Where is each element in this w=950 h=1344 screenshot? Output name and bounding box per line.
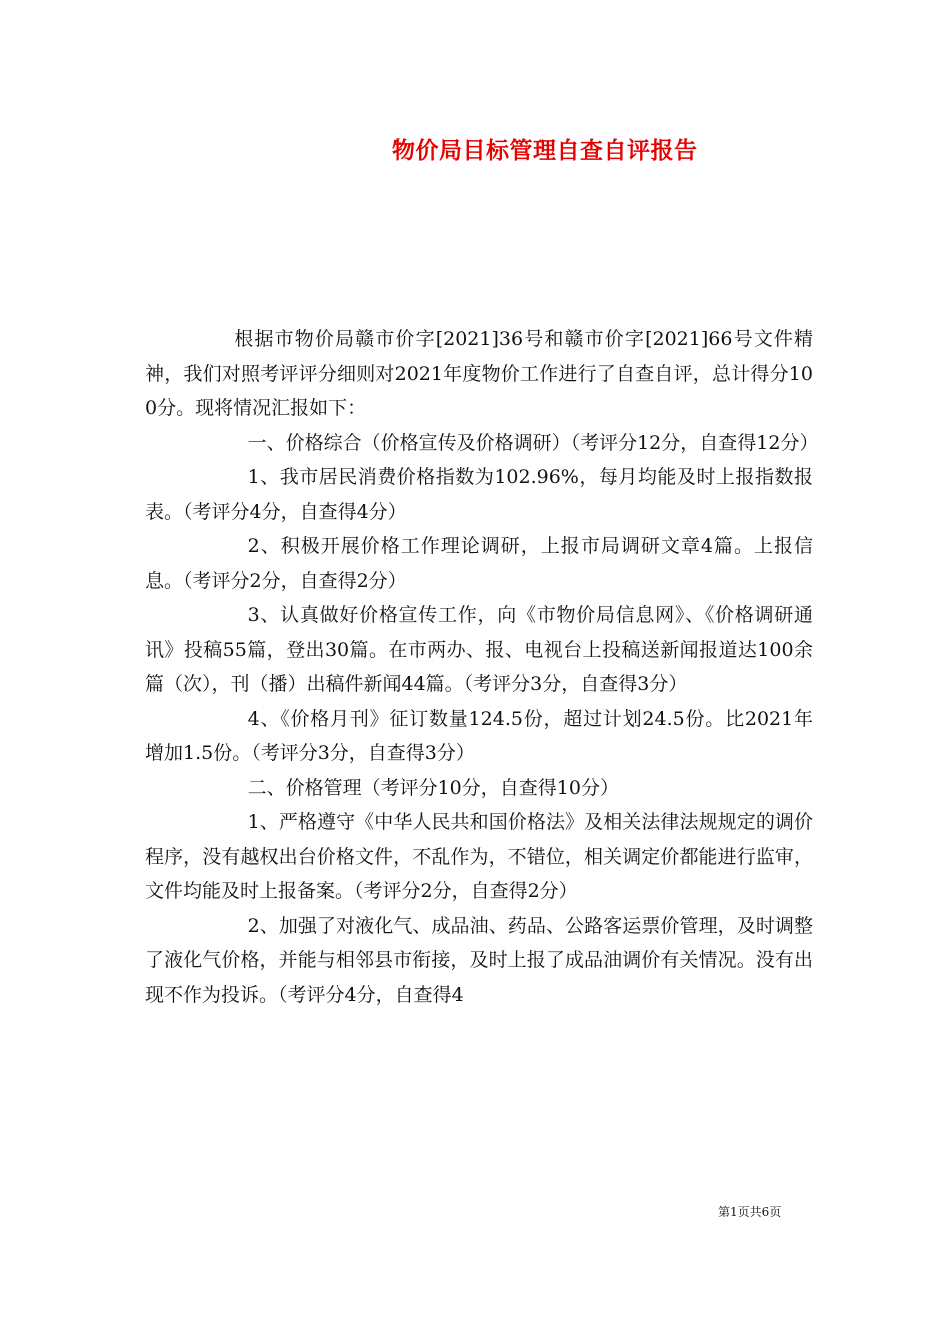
paragraph-intro: 根据市物价局赣市价字[2021]36号和赣市价字[2021]66号文件精神，我们对照考评评分细则对2021年度物价工作进行了自查自评，总计得分100分。现将情况汇报如下：	[145, 328, 813, 419]
document-body	[145, 322, 819, 1012]
section-heading-price-management: 二、价格管理（考评分10分，自查得10分）	[247, 776, 619, 799]
paragraph-item-2-1: 1、严格遵守《中华人民共和国价格法》及相关法律法规规定的调价程序，没有越权出台价格文件，不乱作为，不错位，相关调定价都能进行监审，文件均能及时上报备案。（考评分2分，自查得2分）	[145, 811, 813, 902]
page-number-footer: 第1页共6页	[718, 1205, 782, 1219]
paragraph-item-1-1: 1、我市居民消费价格指数为102.96%，每月均能及时上报指数报表。（考评分4分，自查得4分）	[145, 466, 813, 523]
paragraph-item-1-3: 3、认真做好价格宣传工作，向《市物价局信息网》、《价格调研通讯》投稿55篇，登出30篇。在市两办、报、电视台上投稿送新闻报道达100余篇（次），刊（播）出稿件新闻44篇。（考评分3分，自查得3分）	[145, 604, 813, 695]
paragraph-item-1-2: 2、积极开展价格工作理论调研，上报市局调研文章4篇。上报信息。（考评分2分，自查得2分）	[145, 535, 813, 592]
paragraph-item-2-2: 2、加强了对液化气、成品油、药品、公路客运票价管理，及时调整了液化气价格，并能与相邻县市衔接，及时上报了成品油调价有关情况。没有出现不作为投诉。（考评分4分，自查得4	[145, 914, 813, 1006]
section-heading-price-general: 一、价格综合（价格宣传及价格调研）（考评分12分，自查得12分）	[247, 431, 819, 454]
paragraph-item-1-4: 4、《价格月刊》征订数量124.5份，超过计划24.5份。比2021年增加1.5份。（考评分3分，自查得3分）	[145, 707, 813, 764]
document-title: 物价局目标管理自查自评报告	[392, 137, 698, 164]
